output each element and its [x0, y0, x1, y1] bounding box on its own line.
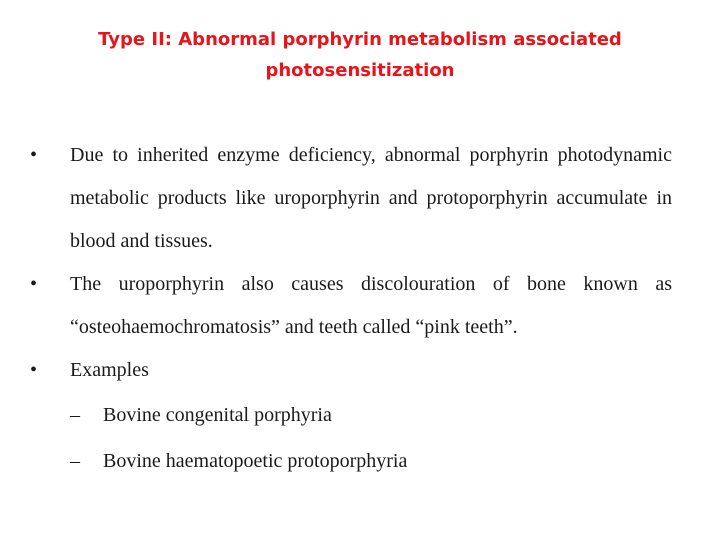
sub-item-text: Bovine haematopoetic protoporphyria — [103, 450, 408, 472]
dash-icon: – — [70, 404, 80, 426]
bullet-text: The uroporphyrin also causes discolouration of bone known as “osteohaemochromatosis” and teeth called “pink teeth”. — [70, 273, 672, 338]
slide-body — [30, 134, 672, 484]
bullet-text: Due to inherited enzyme deficiency, abnormal porphyrin photodynamic metabolic products like uroporphyrin and protoporphyrin accumulate in blood and tissues. — [70, 144, 672, 252]
bullet-item-uroporphyrin — [30, 263, 672, 349]
bullet-item-inherited-deficiency — [30, 134, 672, 263]
dash-icon: – — [70, 450, 80, 472]
sub-item-haematopoetic-protoporphyria — [30, 438, 672, 484]
slide-title: Type II: Abnormal porphyrin metabolism associated photosensitization — [98, 29, 622, 81]
sub-item-congenital-porphyria — [30, 392, 672, 438]
sub-item-text: Bovine congenital porphyria — [103, 404, 332, 426]
bullet-icon: • — [30, 144, 38, 166]
bullet-icon: • — [30, 273, 38, 295]
bullet-icon: • — [30, 359, 38, 381]
bullet-text: Examples — [70, 359, 149, 381]
bullet-item-examples — [30, 349, 672, 392]
